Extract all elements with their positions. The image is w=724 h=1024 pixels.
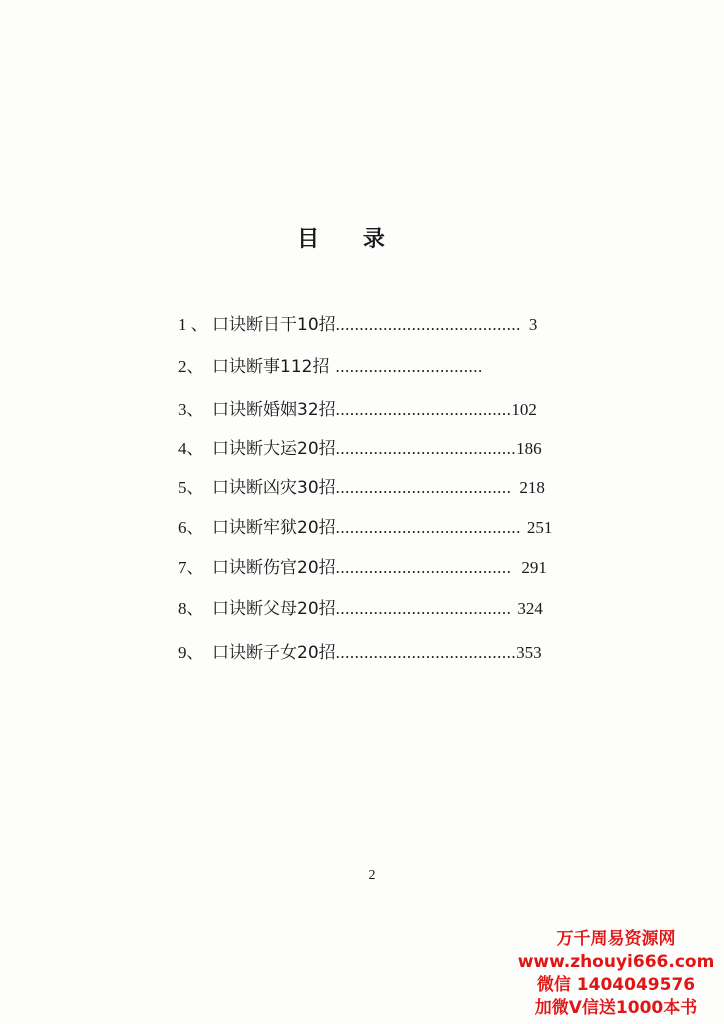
- toc-entry-label: 口诀断父母20招: [212, 599, 336, 619]
- toc-entry-number: 4、: [178, 439, 204, 458]
- toc-entry-label: 口诀断日干10招: [212, 315, 336, 335]
- toc-entry-number: 8、: [178, 599, 204, 618]
- page-number: 2: [368, 868, 376, 883]
- toc-entry-page: 251: [526, 518, 553, 537]
- toc-entry: [178, 354, 598, 380]
- toc-entry-page: 3: [528, 315, 538, 334]
- toc-entry: [178, 397, 598, 423]
- toc-entry-leader: ......................................: [335, 439, 517, 458]
- toc-entry-label: 口诀断子女20招: [212, 643, 336, 663]
- watermark-wechat: 微信 1404049576: [536, 975, 696, 995]
- toc-entry-number: 6、: [178, 518, 204, 537]
- toc-entry-label: 口诀断婚姻32招: [212, 400, 336, 420]
- toc-entry-label: 口诀断凶灾30招: [212, 478, 336, 498]
- toc-entry-number: 5、: [178, 478, 204, 497]
- toc-entry-page: 218: [519, 478, 545, 497]
- toc-entry: [178, 312, 598, 338]
- toc-entry-label: 口诀断事112招: [212, 357, 330, 377]
- toc-entry-page: 324: [517, 599, 543, 618]
- toc-entry-leader: .....................................: [335, 558, 512, 577]
- toc-entry-number: 9、: [178, 643, 204, 662]
- toc-entry: [178, 436, 598, 462]
- toc-entry-leader: ......................................: [335, 643, 517, 662]
- watermark-url: www.zhouyi666.com: [517, 952, 715, 972]
- toc-entry-page: 186: [516, 439, 542, 458]
- toc-entry: [178, 515, 598, 541]
- toc-entry-leader: .....................................: [335, 478, 512, 497]
- toc-entry: [178, 555, 598, 581]
- toc-entry-leader: .......................................: [335, 518, 521, 537]
- toc-entry-page: 102: [511, 400, 537, 419]
- toc-entry-number: 1 、: [178, 315, 208, 334]
- toc-entry-leader: .....................................: [335, 400, 512, 419]
- toc-entry: [178, 475, 598, 501]
- toc-entry-leader: ...............................: [335, 357, 483, 376]
- toc-entry-number: 3、: [178, 400, 204, 419]
- toc-entry: [178, 596, 598, 622]
- toc-entry-number: 7、: [178, 558, 204, 577]
- toc-entry-page: 353: [516, 643, 542, 662]
- watermark-site-name: 万千周易资源网: [556, 929, 676, 949]
- page-title: 目 录: [297, 227, 403, 252]
- toc-entry-label: 口诀断大运20招: [212, 439, 336, 459]
- watermark-promo: 加微V信送1000本书: [534, 998, 698, 1018]
- toc-entry: [178, 640, 598, 666]
- toc-entry-leader: .....................................: [335, 599, 512, 618]
- toc-entry-number: 2、: [178, 357, 204, 376]
- toc-entry-page: 291: [521, 558, 547, 577]
- toc-entry-leader: .......................................: [335, 315, 521, 334]
- watermark: [516, 928, 716, 1020]
- toc-entry-label: 口诀断牢狱20招: [212, 518, 336, 538]
- toc-entry-label: 口诀断伤官20招: [212, 558, 336, 578]
